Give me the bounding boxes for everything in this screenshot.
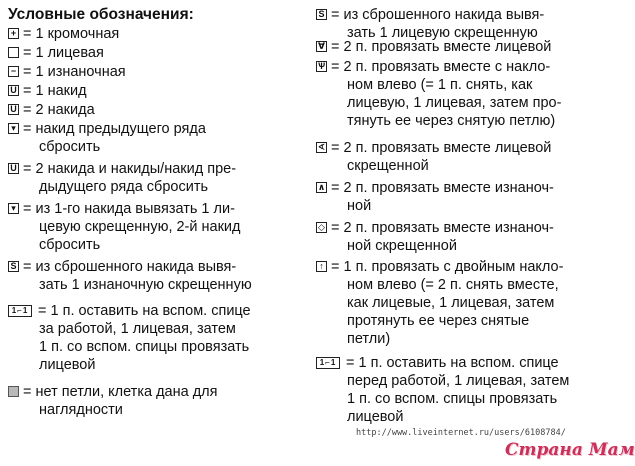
- legend-text-line: = 2 п. провязать вместе с накло-: [331, 59, 551, 75]
- legend-text-line: лицевую, 1 лицевая, затем про-: [347, 95, 562, 111]
- double-decrease-symbol-icon: ↑: [316, 261, 327, 272]
- legend-text-line: = 1 накид: [23, 83, 87, 99]
- p2tog-tbl-symbol-icon: ◇: [316, 222, 327, 233]
- knit-stitch-symbol-icon: [8, 47, 19, 58]
- yarn-overs-drop-symbol-icon: Ü: [8, 163, 19, 174]
- legend-text-line: = 2 накида и накиды/накид пре-: [23, 161, 237, 177]
- legend-text-line: за работой, 1 лицевая, затем: [39, 321, 236, 337]
- legend-text-line: зать 1 изнаночную скрещенную: [39, 277, 252, 293]
- legend-text-line: = 1 п. оставить на вспом. спице: [38, 303, 251, 319]
- legend-text-line: = 1 п. провязать с двойным накло-: [331, 259, 564, 275]
- legend-text-line: = 2 накида: [23, 102, 95, 118]
- legend-text-line: = 2 п. провязать вместе лицевой: [331, 39, 552, 55]
- legend-text-line: ной скрещенной: [347, 238, 457, 254]
- legend-text-line: = 1 изнаночная: [23, 64, 126, 80]
- legend-text-line: ном влево (= 2 п. снять вместе,: [347, 277, 559, 293]
- watermark-brand: Страна Мам: [505, 440, 635, 460]
- legend-text-line: = 1 п. оставить на вспом. спице: [346, 355, 559, 371]
- legend-text-line: = из сброшенного накида вывя-: [331, 7, 545, 23]
- watermark-url: http://www.liveinternet.ru/users/6108784/: [356, 428, 566, 438]
- legend-text-line: = 2 п. провязать вместе лицевой: [331, 140, 552, 156]
- p2tog-symbol-icon: ∧: [317, 182, 326, 192]
- legend-text-line: тянуть ее через снятую петлю): [347, 113, 556, 129]
- legend-text-line: лицевой: [39, 357, 96, 373]
- drop-yarn-over-symbol-icon: ▾: [8, 123, 19, 134]
- legend-text-line: = 2 п. провязать вместе изнаноч-: [331, 180, 554, 196]
- legend-text-line: = 1 лицевая: [23, 45, 104, 61]
- legend-text-line: сбросить: [39, 237, 101, 253]
- yarn-over-1-symbol-icon: U: [8, 85, 19, 96]
- legend-text-line: = 2 п. провязать вместе изнаноч-: [331, 220, 554, 236]
- legend-text-line: цевую скрещенную, 2-й накид: [39, 219, 241, 235]
- legend-text-line: скрещенной: [347, 158, 429, 174]
- legend-text-line: = 1 кромочная: [23, 26, 120, 42]
- k2tog-left-symbol-icon: Ѱ: [317, 61, 326, 71]
- legend-text-line: = накид предыдущего ряда: [23, 121, 206, 137]
- legend-text-line: перед работой, 1 лицевая, затем: [347, 373, 570, 389]
- yarn-over-2-symbol-icon: Ü: [8, 104, 19, 115]
- legend-text-line: лицевой: [347, 409, 404, 425]
- legend-text-line: сбросить: [39, 139, 101, 155]
- cable-front-symbol-icon: 1⌐1: [316, 357, 340, 369]
- legend-text-line: зать 1 лицевую скрещенную: [347, 25, 538, 41]
- legend-text-line: ной: [347, 198, 372, 214]
- no-stitch-symbol-icon: [8, 386, 19, 397]
- edge-stitch-symbol-icon: +: [8, 28, 19, 39]
- legend-text-line: 1 п. со вспом. спицы провязать: [347, 391, 558, 407]
- legend-text-line: ном влево (= 1 п. снять, как: [347, 77, 533, 93]
- legend-text-line: петли): [347, 331, 391, 347]
- legend-text-line: протянуть ее через снятые: [347, 313, 530, 329]
- k2tog-tbl-symbol-icon: ∢: [317, 142, 326, 152]
- legend-text-line: наглядности: [39, 402, 123, 418]
- k2tog-symbol-icon: ∀: [316, 41, 327, 52]
- legend-text-line: = из сброшенного накида вывя-: [23, 259, 237, 275]
- from-first-yo-symbol-icon: ▾: [8, 203, 19, 214]
- legend-text-line: 1 п. со вспом. спицы провязать: [39, 339, 250, 355]
- purl-from-dropped-symbol-icon: Ѕ: [8, 261, 19, 272]
- cable-back-symbol-icon: 1⌐1: [8, 305, 32, 317]
- knit-from-dropped-symbol-icon: Ѕ: [316, 9, 327, 20]
- legend-text-line: = нет петли, клетка дана для: [23, 384, 218, 400]
- purl-stitch-symbol-icon: −: [8, 66, 19, 77]
- legend-text-line: = из 1-го накида вывязать 1 ли-: [23, 201, 235, 217]
- legend-text-line: как лицевые, 1 лицевая, затем: [347, 295, 555, 311]
- legend-title: Условные обозначения:: [8, 6, 194, 23]
- legend-text-line: дыдущего ряда сбросить: [39, 179, 209, 195]
